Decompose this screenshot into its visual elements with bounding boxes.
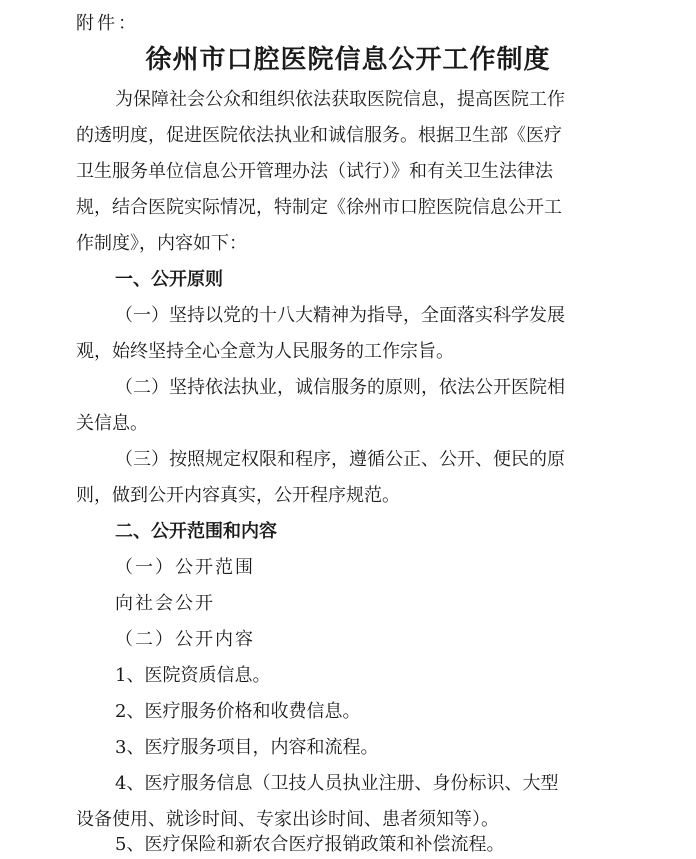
- paragraph-line: 作制度》，内容如下：: [76, 233, 247, 254]
- section-heading: 一、公开原则: [115, 269, 223, 290]
- list-item-continuation: 设备使用、就诊时间、专家出诊时间、患者须知等）。: [76, 809, 499, 830]
- paragraph-line: 则，做到公开内容真实，公开程序规范。: [76, 485, 400, 506]
- subsection-heading: （一）公开范围: [115, 557, 255, 578]
- attachment-label: 附件：: [76, 13, 139, 34]
- paragraph-line: （二）坚持依法执业，诚信服务的原则，依法公开医院相: [115, 377, 565, 398]
- paragraph-line: 规，结合医院实际情况，特制定《徐州市口腔医院信息公开工: [76, 197, 562, 218]
- paragraph-line: （三）按照规定权限和程序，遵循公正、公开、便民的原: [115, 449, 565, 470]
- paragraph-line: 为保障社会公众和组织依法获取医院信息，提高医院工作: [115, 89, 565, 110]
- document-title: 徐州市口腔医院信息公开工作制度: [145, 45, 551, 75]
- list-item: 5、医疗保险和新农合医疗报销政策和补偿流程。: [115, 834, 505, 855]
- paragraph-line: 的透明度，促进医院依法执业和诚信服务。根据卫生部《医疗: [76, 125, 562, 146]
- paragraph-line: 关信息。: [76, 413, 148, 434]
- list-item: 2、医疗服务价格和收费信息。: [115, 701, 361, 722]
- list-item: 1、医院资质信息。: [115, 665, 271, 686]
- list-item: 3、医疗服务项目，内容和流程。: [115, 737, 379, 758]
- section-heading: 二、公开范围和内容: [115, 521, 277, 542]
- paragraph-line: 向社会公开: [115, 593, 215, 614]
- paragraph-line: 观，始终坚持全心全意为人民服务的工作宗旨。: [76, 341, 454, 362]
- paragraph-line: （一）坚持以党的十八大精神为指导，全面落实科学发展: [115, 305, 565, 326]
- paragraph-line: 卫生服务单位信息公开管理办法（试行）》和有关卫生法律法: [76, 161, 553, 182]
- subsection-heading: （二）公开内容: [115, 629, 255, 650]
- list-item: 4、医疗服务信息（卫技人员执业注册、身份标识、大型: [115, 773, 559, 794]
